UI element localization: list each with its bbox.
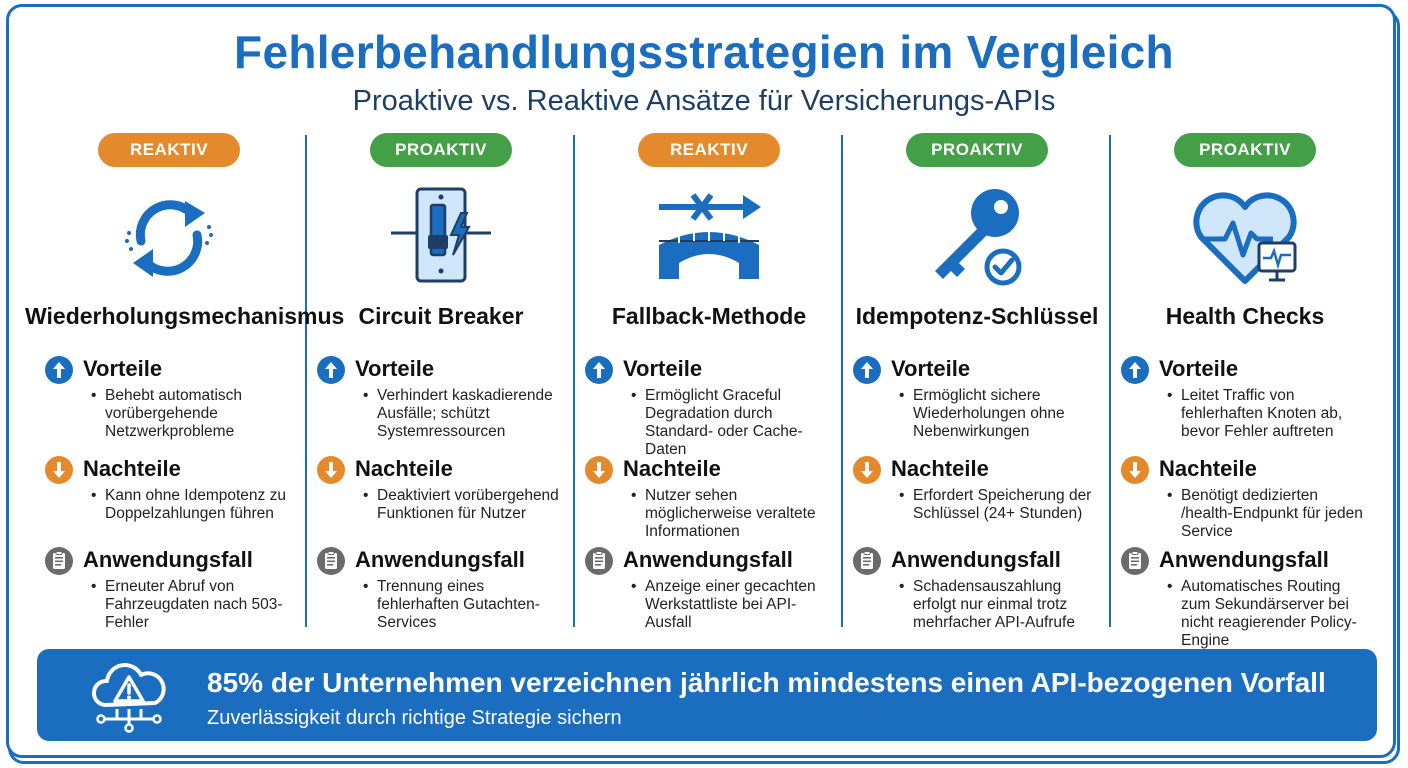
fallback-bridge-icon	[649, 183, 769, 293]
cons-section	[585, 455, 837, 541]
strategy-column-idempotency	[843, 133, 1111, 633]
strategy-column-retry	[25, 133, 345, 633]
clipboard-icon	[853, 547, 881, 575]
usecase-text: • Schadensauszahlung erfolgt nur einmal trotz mehrfacher API-Aufrufe	[899, 578, 1105, 632]
section-title: Nachteile	[355, 456, 453, 481]
cons-text: • Deaktiviert vorübergehend Funktionen für Nutzer	[363, 487, 569, 523]
pros-section	[1121, 355, 1373, 441]
clipboard-icon	[45, 547, 73, 575]
usecase-section	[853, 546, 1105, 632]
usecase-section	[317, 546, 569, 632]
pros-section	[45, 355, 297, 441]
arrow-down-icon	[317, 456, 345, 484]
clipboard-icon	[1121, 547, 1149, 575]
heart-monitor-icon	[1185, 183, 1305, 293]
cons-section	[45, 455, 297, 523]
cons-section	[853, 455, 1105, 523]
pros-text: • Leitet Traffic von fehlerhaften Knoten ab, bevor Fehler auftreten	[1167, 387, 1373, 441]
arrow-up-icon	[853, 356, 881, 384]
approach-badge: PROAKTIV	[1174, 133, 1316, 167]
usecase-text: • Erneuter Abruf von Fahrzeugdaten nach 503-Fehler	[91, 578, 297, 632]
pros-section	[317, 355, 569, 441]
banner-subline: Zuverlässigkeit durch richtige Strategie sichern	[207, 707, 622, 729]
section-title: Anwendungsfall	[355, 547, 525, 572]
approach-badge: REAKTIV	[98, 133, 240, 167]
arrow-up-icon	[317, 356, 345, 384]
page-title: Fehlerbehandlungsstrategien im Vergleich	[234, 26, 1174, 78]
section-title: Vorteile	[891, 356, 971, 381]
pros-text: • Ermöglicht sichere Wiederholungen ohne Nebenwirkungen	[899, 387, 1105, 441]
section-title: Nachteile	[83, 456, 181, 481]
usecase-section	[585, 546, 837, 632]
arrow-down-icon	[1121, 456, 1149, 484]
retry-cycle-icon	[109, 183, 229, 293]
pros-section	[585, 355, 837, 459]
page-subtitle: Proaktive vs. Reaktive Ansätze für Versicherungs-APIs	[352, 85, 1056, 117]
section-title: Anwendungsfall	[1159, 547, 1329, 572]
section-title: Anwendungsfall	[623, 547, 793, 572]
arrow-up-icon	[45, 356, 73, 384]
arrow-down-icon	[853, 456, 881, 484]
arrow-up-icon	[585, 356, 613, 384]
cons-text: • Erfordert Speicherung der Schlüssel (24+ Stunden)	[899, 487, 1105, 523]
pros-section	[853, 355, 1105, 441]
pros-text: • Behebt automatisch vorübergehende Netzwerkprobleme	[91, 387, 297, 441]
key-check-icon	[917, 183, 1037, 293]
cons-text: • Benötigt dedizierten /health-Endpunkt für jeden Service	[1167, 487, 1373, 541]
usecase-text: • Trennung eines fehlerhaften Gutachten-Services	[363, 578, 569, 632]
section-title: Anwendungsfall	[83, 547, 253, 572]
pros-text: • Verhindert kaskadierende Ausfälle; schützt Systemressourcen	[363, 387, 569, 441]
section-title: Vorteile	[623, 356, 703, 381]
cons-text: • Nutzer sehen möglicherweise veraltete Informationen	[631, 487, 837, 541]
section-title: Nachteile	[891, 456, 989, 481]
strategy-column-fallback	[575, 133, 843, 633]
infographic-frame	[6, 4, 1396, 758]
clipboard-icon	[317, 547, 345, 575]
strategy-title: Circuit Breaker	[358, 303, 524, 329]
strategy-title: Idempotenz-Schlüssel	[855, 303, 1099, 329]
usecase-text: • Anzeige einer gecachten Werkstattliste bei API-Ausfall	[631, 578, 837, 632]
section-title: Vorteile	[83, 356, 163, 381]
usecase-section	[45, 546, 297, 632]
approach-badge: PROAKTIV	[370, 133, 512, 167]
cons-text: • Kann ohne Idempotenz zu Doppelzahlungen führen	[91, 487, 297, 523]
section-title: Vorteile	[1159, 356, 1239, 381]
cons-section	[1121, 455, 1373, 541]
arrow-down-icon	[45, 456, 73, 484]
strategy-column-health-checks	[1111, 133, 1379, 649]
section-title: Anwendungsfall	[891, 547, 1061, 572]
approach-badge: REAKTIV	[638, 133, 780, 167]
arrow-up-icon	[1121, 356, 1149, 384]
strategy-title: Fallback-Methode	[611, 303, 807, 329]
banner-headline: 85% der Unternehmen verzeichnen jährlich mindestens einen API-bezogenen Vorfall	[207, 667, 1326, 698]
circuit-switch-icon	[381, 183, 501, 293]
pros-text: • Ermöglicht Graceful Degradation durch Standard- oder Cache-Daten	[631, 387, 837, 459]
strategy-title: Health Checks	[1165, 303, 1325, 329]
section-title: Vorteile	[355, 356, 435, 381]
usecase-section	[1121, 546, 1373, 650]
cloud-warning-icon	[87, 657, 171, 733]
approach-badge: PROAKTIV	[906, 133, 1048, 167]
usecase-text: • Automatisches Routing zum Sekundärserver bei nicht reagierender Policy-Engine	[1167, 578, 1373, 650]
clipboard-icon	[585, 547, 613, 575]
strategy-column-circuit-breaker	[307, 133, 575, 633]
section-title: Nachteile	[1159, 456, 1257, 481]
statistic-banner	[37, 649, 1377, 741]
arrow-down-icon	[585, 456, 613, 484]
strategy-title: Wiederholungsmechanismus	[25, 303, 345, 329]
cons-section	[317, 455, 569, 523]
section-title: Nachteile	[623, 456, 721, 481]
